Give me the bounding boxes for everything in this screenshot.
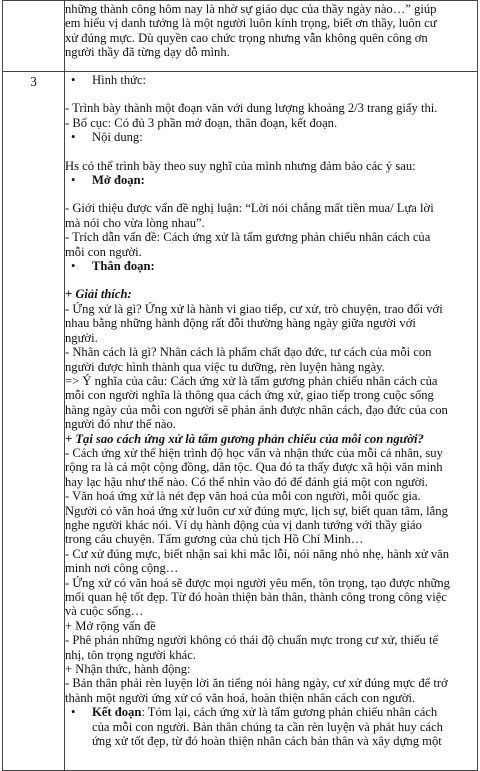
text-line: - Cư xử đúng mực, biết nhận sai khi mắc lỗi, nói năng nhỏ nhẹ, hành xử văn [65, 546, 450, 561]
text-line: mà nói cho vừa lòng nhau”. [65, 215, 205, 230]
mo-doan-label: Mở đoạn: [92, 173, 145, 188]
text-line: Người có văn hoá ứng xử luôn cư xử đúng mực, lịch sự, biết quan tâm, lắng [65, 503, 448, 518]
text-line: + Mở rộng vấn đề [65, 618, 156, 633]
content-cell [65, 1, 478, 72]
text-line: trong câu chuyện. Tấm gương của chủ tịch Hồ Chí Minh… [65, 532, 364, 547]
text-line: mỗi con người. [65, 244, 142, 259]
mo-doan-heading [71, 173, 477, 187]
than-doan-heading [71, 259, 477, 273]
text-line: - Văn hoá ứng xử là nét đẹp văn hoá của mỗi con người, mỗi quốc gia. [65, 489, 421, 504]
text-line: hay lạc hậu như thế nào. Có thể nhìn vào đó để đánh giá một con người. [65, 474, 429, 489]
noi-dung-heading: • Nội dung: [71, 130, 477, 144]
text-line: - Nhân cách là gì? Nhân cách là phẩm chất đạo đức, tư cách của mỗi con [65, 345, 432, 360]
ket-doan-label: Kết đoạn [92, 705, 142, 720]
text-line: mối quan hệ tốt đẹp. Từ đó hoàn thiện bản thân, thành công trong công việc [65, 590, 447, 604]
tai-sao-heading: + Tại sao cách ứng xử là tấm gương phản chiếu của mỗi con người? [65, 431, 424, 446]
answer-table [2, 0, 478, 771]
than-doan-label: Thân đoạn: [92, 259, 155, 274]
content-cell [65, 72, 478, 771]
row-number-cell [3, 72, 65, 771]
text-line: thành một người ứng xử có văn hoá, hoàn thiện nhân cách con người. [65, 690, 416, 705]
text-line: rộng ra là cả một cộng đồng, dân tộc. Qua đó ta thấy được xã hội văn minh [65, 460, 443, 475]
text-line: Hs có thể trình bày theo suy nghĩ của mình nhưng đảm bảo các ý sau: [65, 158, 416, 173]
text-line: mỗi con người nghĩa là thông qua cách ứng xử, giao tiếp trong cuộc sống [65, 388, 434, 403]
text-line: người được hình thành qua việc tu dưỡng, rèn luyện hàng ngày. [65, 359, 385, 374]
text-line: - Trích dẫn vấn đề: Cách ứng xử là tấm gương phản chiếu nhân cách của [65, 230, 431, 245]
table-row [3, 72, 478, 771]
text-line: người đó như thế nào. [65, 417, 176, 432]
text-line: - Ứng xử có văn hoá sẽ được mọi người yêu mến, tôn trọng, tạo được những [65, 575, 450, 590]
text-line: - Trình bày thành một đoạn văn với dung lượng khoảng 2/3 trang giấy thi. [65, 101, 438, 116]
text-line: và cuộc sống… [65, 604, 144, 619]
text-line: xử đúng mực. Dù quyền cao chức trọng nhưng vẫn không quên công ơn [65, 30, 428, 45]
hinh-thuc-heading: • Hình thức: [71, 73, 477, 87]
text-line: hàng ngày của mỗi con người sẽ phản ánh được nhân cách, đạo đức của con [65, 402, 448, 417]
text-line: => Ý nghĩa của câu: Cách ứng xử là tấm gương phản chiếu nhân cách của [65, 373, 438, 388]
row-number: 3 [30, 74, 37, 89]
text-line: - Ứng xử là gì? Ứng xử là hành vi giao tiếp, cư xử, trò chuyện, trao đổi với [65, 301, 443, 316]
text-line: những thành công hôm nay là nhờ sự giáo dục của thầy ngày nào…” giúp [65, 2, 437, 16]
text-line: - Bản thân phải rèn luyện lời ăn tiếng nói hàng ngày, cư xử đúng mực để trở [65, 676, 448, 691]
text-line: - Giới thiệu được vấn đề nghị luận: “Lời nói chẳng mất tiền mua/ Lựa lời [65, 201, 434, 216]
text-line: - Cách ứng xử thể hiện trình độ học vấn và nhận thức của mỗi cá nhân, suy [65, 445, 443, 460]
text-line: nhị, tôn trọng người khác. [65, 647, 197, 662]
text-line: - Bố cục: Có đủ 3 phần mở đoạn, thân đoạn, kết đoạn. [65, 115, 338, 130]
text-line: em hiểu vị danh tướng là một người luôn kính trọng, biết ơn thầy, luôn cư [65, 16, 437, 31]
row-number-cell [3, 1, 65, 72]
ket-doan-paragraph [71, 705, 477, 719]
text-line: nhau bằng những hành động rất đỗi thường hàng ngày giữa người với [65, 316, 416, 331]
text-line: : Tóm lại, cách ứng xử là tấm gương phản chiếu nhân cách [141, 705, 438, 720]
text-line: người thầy đã từng dạy dỗ mình. [65, 45, 230, 60]
text-line: ứng xử tốt đẹp, từ đó hoàn thiện nhân cách bản thân và xây dựng một [92, 734, 442, 749]
text-line: nghe người khác nói. Ví dụ hành động của vị danh tướng với thầy giáo [65, 517, 422, 532]
text-line: - Phê phán những người không có thái độ chuẩn mực trong cư xử, thiếu tế [65, 633, 439, 648]
table-row [3, 1, 478, 72]
text-line: người. [65, 330, 98, 345]
text-line: + Nhận thức, hành động: [65, 662, 191, 677]
giai-thich-heading: + Giải thích: [65, 287, 132, 302]
text-line: của mỗi con người. Bản thân chúng ta cần rèn luyện và phát huy cách [92, 719, 443, 734]
text-line: minh nơi công cộng… [65, 561, 179, 576]
